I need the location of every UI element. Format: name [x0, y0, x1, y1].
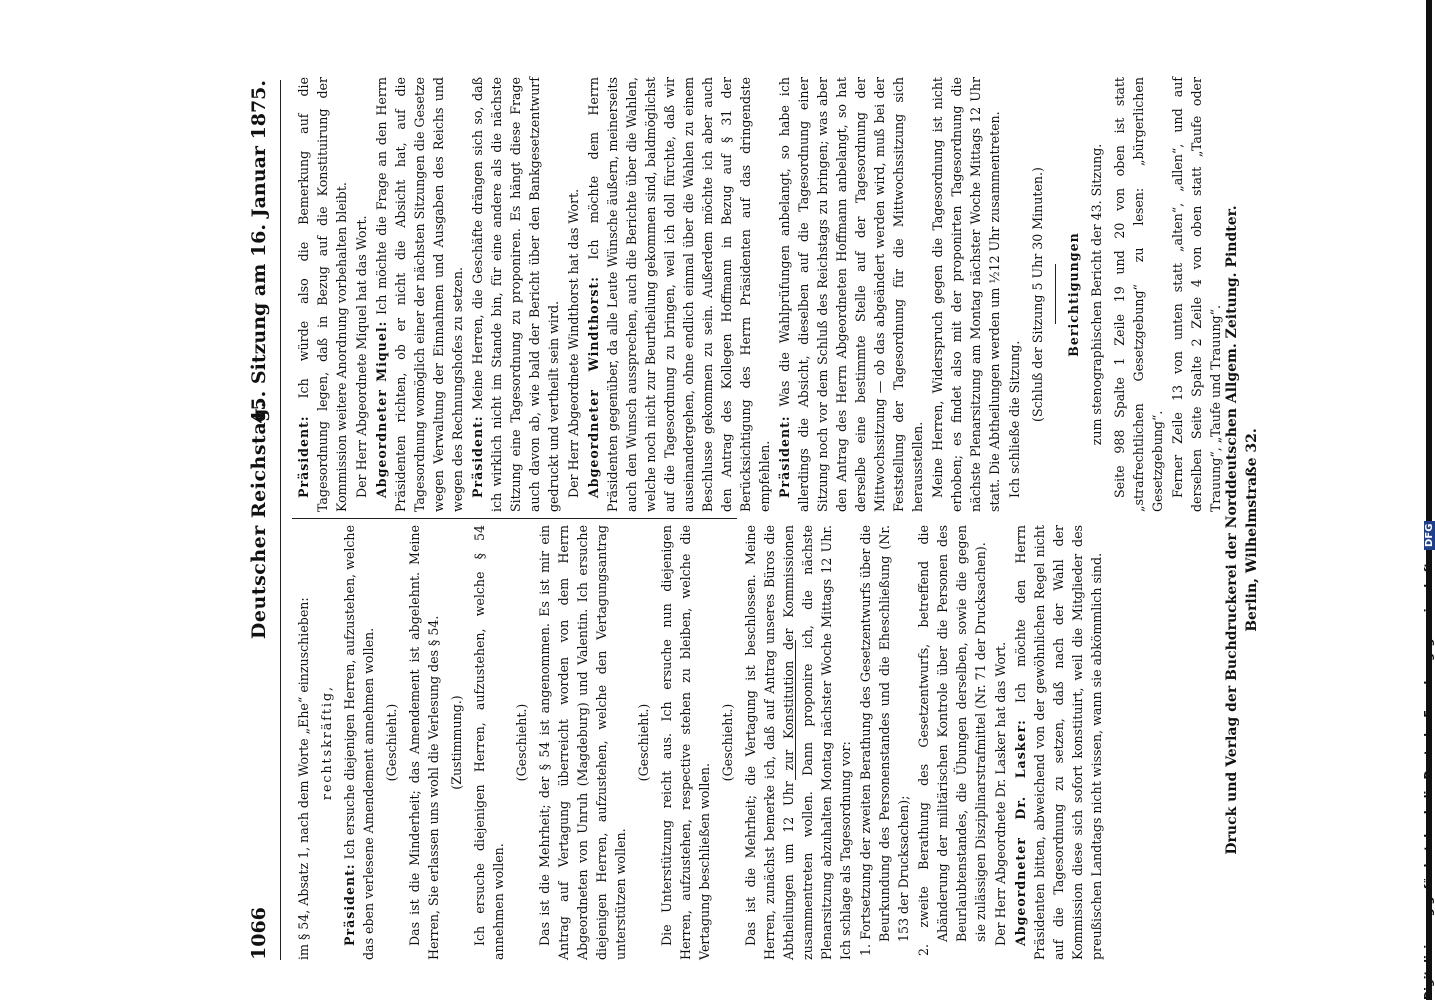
speaker: Abgeordneter Dr. Lasker: — [1013, 719, 1028, 946]
imprint-line: Berlin, Wilhelmstraße 32. — [1244, 428, 1260, 632]
stage-note: (Geschieht.) — [514, 703, 529, 782]
correction-entry: Ferner Zeile 13 von unten statt „alten“, „allen“, und auf derselben Seite Spalte 2 Zeile 4 von oben statt „Taufe oder Trauung“, „Taufe und Trauung“. — [1170, 77, 1223, 512]
printer-imprint — [1222, 90, 1262, 970]
right-column — [294, 77, 1226, 512]
paragraph: Abgeordneter Miquel: Ich möchte die Frage an den Herrn Präsidenten richten, ob er nicht die Absicht hat, auf die Tagesordnung womöglich einer der nächsten Sitzungen die Gesetze wegen Verwaltung der Einnahmen und Ausgaben des Reichs und wegen des Rechnungshofes zu setzen. — [374, 77, 465, 512]
paragraph: Der Herr Abgeordnete Miquel hat das Wort. — [354, 215, 369, 498]
paragraph: Präsident: Ich ersuche diejenigen Herren, aufzustehen, welche das eben verlesene Amendement annehmen wollen. — [342, 525, 376, 960]
rotated-page-content — [240, 70, 1300, 1000]
speaker: Abgeordneter Miquel: — [374, 320, 389, 498]
speaker: Präsident: — [777, 415, 792, 498]
stage-note: (Zustimmung.) — [449, 695, 464, 790]
session-end-note: (Schluß der Sitzung 5 Uhr 30 Minuten.) — [1030, 167, 1045, 422]
header-rule — [280, 80, 281, 960]
corrections-title: Berichtigungen — [1066, 232, 1081, 357]
publication-title: Deutscher Reichstag. — [248, 400, 270, 640]
credit-text: Digitalisierung gefördert durch die Deutsche Forschungsgemeinschaft - — [1422, 553, 1435, 1000]
stage-note: (Geschieht.) — [384, 703, 399, 782]
paragraph: Abgeordneter Dr. Lasker: Ich möchte den Herrn Präsidenten bitten, abweichend von der gewöhnlichen Regel nicht auf die Tagesordnung zu setzen, daß nach der Wahl der Kommission diese sich sofort konstituirt, weil die Mitglieder des preußischen Landtags nicht wissen, wann sie abkömmlich sind. — [1013, 525, 1104, 960]
left-column — [294, 525, 1107, 960]
speaker: Präsident: — [296, 415, 311, 498]
speaker: Abgeordneter Windthorst: — [586, 276, 601, 498]
stage-note: (Geschieht.) — [636, 703, 651, 782]
dfg-logo: DFG — [1424, 521, 1435, 550]
insert-text: rechtskräftig, — [319, 684, 334, 801]
paragraph: Ich schließe die Sitzung. — [1007, 340, 1022, 498]
paragraph: Präsident: Ich würde also die Bemerkung auf die Tagesordnung legen, daß in Bezug auf die Konstituirung der Kommission weitere Anordnung vorbehalten bleibt. — [296, 77, 349, 512]
page-number: 1066 — [248, 907, 270, 960]
closing-rule — [795, 640, 796, 780]
session-date: 45. Sitzung am 16. Januar 1875. — [248, 80, 270, 424]
section-rule — [1055, 265, 1056, 325]
page-header — [240, 80, 280, 960]
paragraph: im § 54, Absatz 1, nach dem Worte „Ehe“ einzuschieben: — [296, 597, 311, 960]
agenda-item: 2. zweite Berathung des Gesetzentwurfs, betreffend die Abänderung der militärischen Kontrole über die Personen des Beurlaubtenstandes, die Übungen derselben, sowie die gegen sie zulässigen Disziplinarstrafmittel (Nr. 71 der Drucksachen). — [916, 525, 988, 956]
paragraph: Meine Herren, Widerspruch gegen die Tagesordnung ist nicht erhoben; es findet also mit der proponirten Tagesordnung die nächste Plenarsitzung am Montag nächster Woche Mittags 12 Uhr statt. Die Abtheilungen werden um ½12 Uhr zusammentreten. — [930, 77, 1002, 512]
paragraph: Die Unterstützung reicht aus. Ich ersuche nun diejenigen Herren, aufzustehen, respective stehen zu bleiben, welche die Vertagung beschließen wollen. — [659, 525, 712, 960]
corrections-subtitle: zum stenographischen Bericht der 43. Sitzung. — [1089, 143, 1104, 446]
column-rule — [292, 518, 737, 519]
paragraph: Abgeordneter Windthorst: Ich möchte dem Herrn Präsidenten gegenüber, da alle Leute Wünsche äußern, meinerseits auch den Wunsch aussprechen, auch die Berichte über die Wahlen, welche noch nicht zur Beurtheilung gekommen sind, baldmöglichst auf die Tagesordnung zu bringen, weil ich doll fürchte, daß wir auseinandergehen, ohne endlich einmal über die Wahlen zu einem Beschlusse gekommen zu sein. Außerdem möchte ich aber auch den Antrag des Kollegen Hoffmann in Bezug auf § 31 der Berücksichtigung des Herrn Präsidenten auf das dringendste empfehlen. — [586, 77, 772, 512]
paragraph: Ich ersuche diejenigen Herren, aufzustehen, welche § 54 annehmen wollen. — [472, 525, 506, 960]
stage-note: (Geschieht.) — [720, 703, 735, 782]
agenda-item: 1. Fortsetzung der zweiten Berathung des Gesetzentwurfs über die Beurkundung des Personenstandes und die Eheschließung (Nr. 153 der Drucksachen); — [858, 525, 911, 956]
paragraph: Der Herr Abgeordnete Windthorst hat das Wort. — [566, 188, 581, 498]
digitization-credit — [1422, 521, 1435, 1000]
paragraph: Das ist die Minderheit; das Amendement ist abgelehnt. Meine Herren, Sie erlassen uns wohl die Verlesung des § 54. — [407, 525, 441, 960]
paragraph: Präsident: Was die Wahlprüfungen anbelangt, so habe ich allerdings die Absicht, dieselben auf die Tagesordnung einer Sitzung noch vor dem Schluß des Reichstags zu bringen; was aber den Antrag des Herrn Abgeordneten Hoffmann anbelangt, so hat derselbe eine bestimmte Stelle auf der Tagesordnung der Mittwochssitzung — ob das abgeändert werden wird, muß bei der Feststellung der Tagesordnung für die Mittwochssitzung sich herausstellen. — [777, 77, 925, 512]
paragraph: Das ist die Mehrheit; die Vertagung ist beschlossen. Meine Herren, zunächst bemerke ich, daß auf Antrag unseres Büros die Abtheilungen um 12 Uhr zur Konstitution der Kommissionen zusammentreten wollen. Dann proponire ich, die nächste Plenarsitzung abzuhalten Montag nächster Woche Mittags 12 Uhr. Ich schlage als Tagesordnung vor: — [743, 525, 853, 960]
correction-entry: Seite 988 Spalte 1 Zeile 19 und 20 von oben ist statt „strafrechtlichen Gesetzgebung“ zu lesen: „bürgerlichen Gesetzgebung“. — [1112, 77, 1165, 512]
paragraph: Präsident: Meine Herren, die Geschäfte drängen sich so, daß ich wirklich nicht im Stande bin, für eine andere als die nächste Sitzung eine Tagesordnung zu proponiren. Es hängt diese Frage auch davon ab, wie bald der Bericht über den Bankgesetzentwurf gedruckt und vertheilt sein wird. — [470, 77, 561, 512]
paragraph: Das ist die Mehrheit; der § 54 ist angenommen. Es ist mir ein Antrag auf Vertagung überreicht worden von dem Herrn Abgeordneten von Unruh (Magdeburg) und Valentin. Ich ersuche diejenigen Herren, aufzustehen, welche den Vertagungsantrag unterstützen wollen. — [537, 525, 628, 960]
speaker: Präsident: — [342, 863, 357, 946]
speaker: Präsident: — [470, 415, 485, 498]
paragraph: Der Herr Abgeordnete Dr. Lasker hat das Wort. — [993, 641, 1008, 946]
imprint-line: Druck und Verlag der Buchdruckerei der Norddeutschen Allgem. Zeitung. Pindter. — [1224, 205, 1240, 855]
